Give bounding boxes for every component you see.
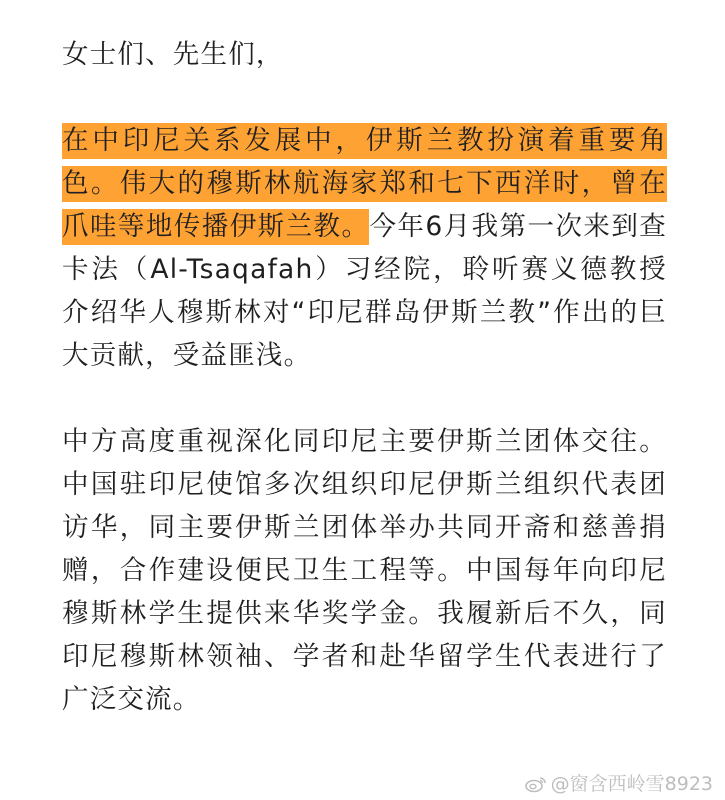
weibo-logo-icon [525, 775, 547, 793]
paragraph-1 [62, 119, 667, 377]
greeting: 女士们、先生们， [62, 39, 284, 70]
weibo-watermark [525, 772, 713, 796]
paragraph-1-rest: 今年6月我第一次来到查卡法（Al-Tsaqafah）习经院，聆听赛义德教授介绍华人穆斯林对“印尼群岛伊斯兰教”作出的巨大贡献，受益匪浅。 [62, 211, 668, 371]
highlighted-text: 在中印尼关系发展中，伊斯兰教扮演着重要角色。伟大的穆斯林航海家郑和七下西洋时，曾在爪哇等地传播伊斯兰教。 [62, 123, 667, 245]
watermark-text: @窗含西岭雪8923 [550, 773, 713, 795]
paragraph-2: 中方高度重视深化同印尼主要伊斯兰团体交往。中国驻印尼使馆多次组织印尼伊斯兰组织代表团访华，同主要伊斯兰团体举办共同开斋和慈善捐赠，合作建设便民卫生工程等。中国每年向印尼穆斯林学生提供来华奖学金。我履新后不久，同印尼穆斯林领袖、学者和赴华留学生代表进行了广泛交流。 [62, 426, 667, 715]
